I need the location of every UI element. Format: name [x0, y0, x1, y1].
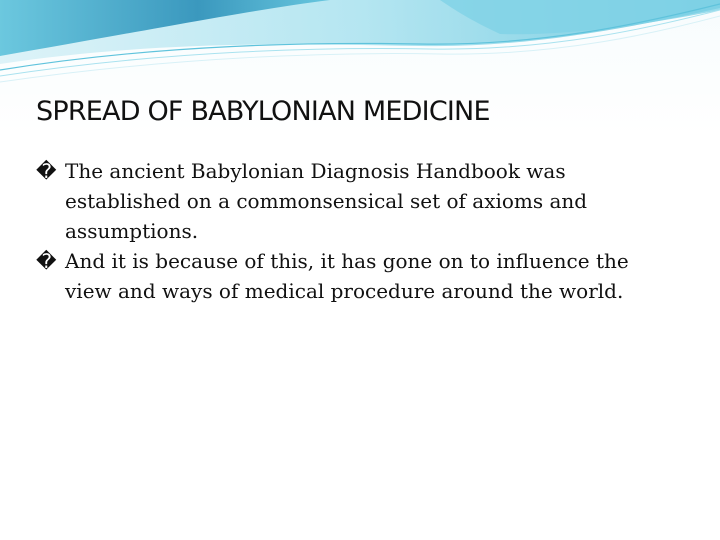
slide-title: SPREAD OF BABYLONIAN MEDICINE	[36, 96, 490, 127]
bullet-text: And it is because of this, it has gone on to influence the view and ways of medical procedure around the world.	[65, 249, 629, 303]
bullet-text: The ancient Babylonian Diagnosis Handbook was established on a commonsensical set of axioms and assumptions.	[65, 159, 588, 243]
bullet-marker-icon: �	[36, 159, 57, 183]
bullet-item	[36, 246, 666, 306]
bullet-item	[36, 156, 666, 246]
bullet-marker-icon: �	[36, 249, 57, 273]
bullet-list	[36, 156, 666, 306]
wave-header-decoration	[0, 0, 720, 90]
